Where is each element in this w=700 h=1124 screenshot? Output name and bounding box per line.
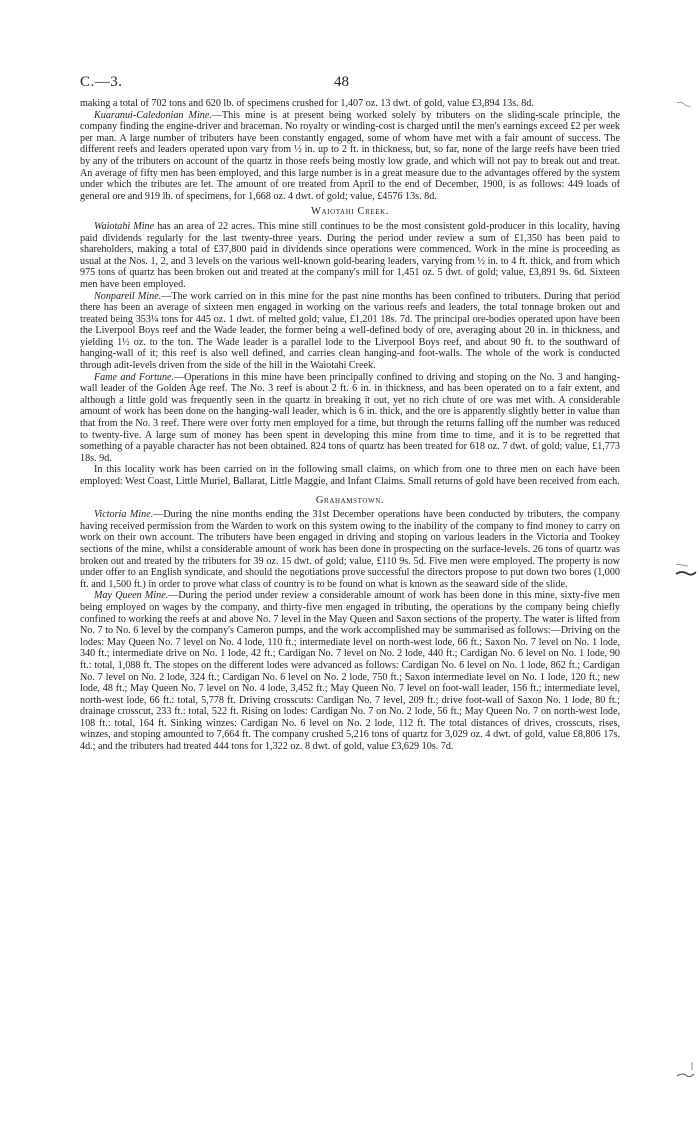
mine-title-nonpareil: Nonpareil Mine. — [94, 290, 162, 302]
paragraph-victoria — [80, 509, 620, 590]
paragraph-text: —Operations in this mine have been principally confined to driving and stoping on the No. 3 and hanging-wall leader of the Golden Age reef. The No. 3 reef is about 2 ft. 6 in. in thickness, and has been operated on to a fair extent, and although a little gold was frequently seen in the quartz in breaking it out, yet no rich chute of ore was met with. A considerable amount of work has been done on the hanging-wall leader, which is 6 in. thick, and the ore is apparently slightly better in value than that from the No. 3 reef. There were over forty men employed for a time, but through the returns falling off the number was reduced to twenty-five. A large sum of money has been spent in developing this mine from time to time, and it is to be regretted that something of a payable character has not been obtained. 824 tons of quartz has been treated for 618 oz. 7 dwt. of gold; value, £1,773 18s. 9d. — [80, 371, 620, 464]
mine-title-kuaranui: Kuaranui-Caledonian Mine. — [94, 109, 212, 121]
paragraph-may-queen — [80, 590, 620, 752]
paragraph-text: has an area of 22 acres. This mine still continues to be the most consistent gold-producer in this locality, having paid dividends regularly for the last twenty-three years. During the period under review a sum of £1,350 has been paid to shareholders, making a total of £37,800 paid in dividends since operations were commenced. Work in the mine is proceeding as usual at the Nos. 1, 2, and 3 levels on the various well-known gold-bearing leaders, varying from ½ in. to 4 ft. thick, and from which 975 tons of quartz has been broken out and treated at the company's mill for 1,451 oz. 5 dwt. of gold; value, £3,891 9s. 6d. Sixteen men have been employed. — [80, 220, 620, 290]
mine-title-fame: Fame and Fortune. — [94, 371, 175, 383]
margin-mark-icon — [674, 560, 698, 582]
paragraph-small-claims: In this locality work has been carried on in the following small claims, on which from one to three men on each have been employed: West Coast, Little Muriel, Ballarat, Little Maggie, and Infant Claims. Small returns of gold have been received from each. — [80, 464, 620, 487]
section-heading-waiotahi-creek: Waiotahi Creek. — [310, 206, 390, 218]
document-body — [80, 98, 620, 753]
page-header — [80, 74, 620, 94]
margin-mark-icon — [676, 100, 692, 110]
mine-title-waiotahi: Waiotahi Mine — [94, 220, 155, 232]
mine-title-may-queen: May Queen Mine. — [94, 590, 169, 602]
paragraph-text: —This mine is at present being worked solely by tributers on the sliding-scale principle, the company finding the engine-driver and braceman. No royalty or winding-cost is charged until the men's earnings exceed £2 per week per man. A large number of tributers have been constantly engaged, some of whom have met with a fair amount of success. The different reefs and leaders operated upon vary from ½ in. up to 2 ft. in thickness, but, so far, none of the large reefs have been tried by any of the tributers on account of the quartz in those reefs being mostly low grade, and which will not pay to break out and treat. An average of fifty men has been employed, and this large number is in a great measure due to the advantages offered by the system under which the tributes are let. The amount of ore treated from April to the end of December, 1900, is as follows: 449 loads of general ore and 919 lb. of specimens, for 1,668 oz. 4 dwt. of gold; value, £4576 13s. 8d. — [80, 109, 621, 202]
margin-mark-icon — [674, 1060, 696, 1082]
section-heading-grahamstown: Grahamstown. — [315, 494, 385, 506]
page-number: 48 — [334, 74, 349, 90]
mine-title-victoria: Victoria Mine. — [94, 509, 154, 521]
paragraph-fame-and-fortune — [80, 372, 620, 465]
paragraph-intro: making a total of 702 tons and 620 lb. of specimens crushed for 1,407 oz. 13 dwt. of gold, value £3,894 13s. 8d. — [80, 98, 534, 109]
paragraph-kuaranui — [80, 110, 620, 203]
paragraph-text: —The work carried on in this mine for the past nine months has been confined to tributers. During that period there has been an average of sixteen men engaged in working on the various reefs and leaders, the total tonnage broken out and treated being 353¼ tons for 445 oz. 1 dwt. of melted gold; value, £1,201 18s. 7d. The principal ore-bodies operated upon have been the Liverpool Boys reef and the Wade leader, the former being a well-defined body of ore, averaging about 20 in. in thickness, and yielding 1½ oz. to the ton. The Wade leader is a parallel lode to the Liverpool Boys reef, and about 90 ft. to the southward of hanging-wall of it; this reef is also well defined, and carries clean hanging-and foot-walls. The whole of the work is conducted through adit-levels driven from the side of the hill in the Waiotahi Creek. — [80, 290, 620, 372]
paragraph-text: —During the nine months ending the 31st December operations have been conducted by tributers, the company having received permission from the Warden to work on this system owing to the inability of the company to find money to carry on work on their own account. The tributers have been engaged in driving and stoping on various leaders in the Victoria and Tookey sections of the mine, whilst a considerable amount of work has been done in prospecting on the surface-levels. 26 tons of quartz was broken out and treated by the tributers for 39 oz. 15 dwt. of gold; value, £110 9s. 5d. Five men were employed. The property is now under offer to an English syndicate, and should the negotiations prove successful the directors propose to put down two bores (1,000 ft. and 1,500 ft.) in order to prove what class of country is to be found on what is known as the seaward side of the slide. — [80, 509, 620, 590]
document-code: C.—3. — [80, 74, 123, 90]
paragraph-text: —During the period under review a considerable amount of work has been done in this mine, sixty-five men being employed on wages by the company, and thirty-five men engaged in tributing, the operations by the company being chiefly confined to working the reefs at and above No. 7 level in the May Queen and Saxon sections of the property. The water is lifted from No. 7 to No. 6 level by the company's Cameron pumps, and the work accomplished may be summarised as follows:—Driving on the lodes: May Queen No. 7 level on No. 4 lode, 110 ft.; intermediate level on north-west lode, 66 ft.; Saxon No. 7 level on No. 1 lode, 340 ft.; intermediate drive on No. 1 lode, 42 ft.; Cardigan No. 7 level on No. 2 lode, 440 ft.; Cardigan No. 6 level on No. 1 lode, 90 ft.: total, 1,088 ft. The stopes on the different lodes were advanced as follows: Cardigan No. 6 level on No. 1 lode, 862 ft.; Cardigan No. 7 level on No. 2 lode, 324 ft.; Cardigan No. 6 level on No. 2 lode, 750 ft.; Saxon intermediate level on No. 1 lode, 120 ft.; new lode, 48 ft.; May Queen No. 7 level on No. 4 lode, 3,452 ft.; May Queen No. 7 level on foot-wall leader, 156 ft.; intermediate level, north-west lode, 66 ft.: total, 5,778 ft. Driving crosscuts: Cardigan No. 7 level, 209 ft.; drive foot-wall of Saxon No. 1 lode, 80 ft.; drainage crosscut, 233 ft.: total, 522 ft. Rising on lodes: Cardigan No. 7 on No. 2 lode, 56 ft.; May Queen No. 7 on north-west lode, 108 ft.: total, 164 ft. Sinking winzes: Cardigan No. 6 level on No. 2 lode, 112 ft. The total distances of drives, crosscuts, rises, winzes, and stoping amounted to 7,664 ft. The company crushed 5,216 tons of quartz for 3,029 oz. 4 dwt. of gold, value £8,806 17s. 4d.; and the tributers had treated 444 tons for 1,322 oz. 8 dwt. of gold, value £3,629 10s. 7d. — [80, 590, 620, 753]
paragraph-waiotahi — [80, 221, 620, 291]
paragraph-nonpareil — [80, 291, 620, 372]
